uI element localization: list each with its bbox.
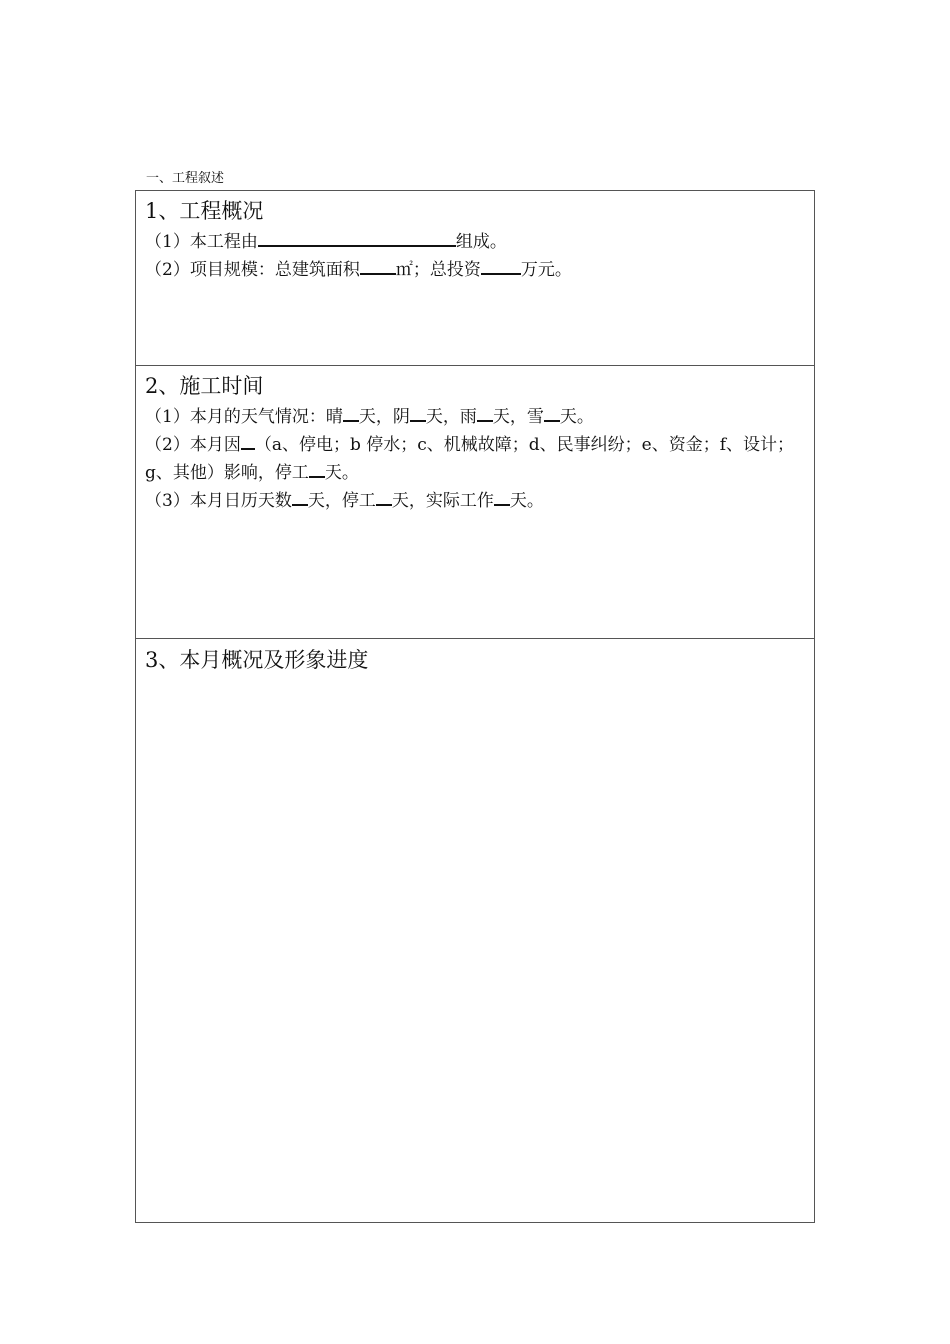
calendar-text-c: 天，实际工作	[391, 491, 494, 511]
scale-mid: ㎡；总投资	[395, 260, 481, 280]
composition-prefix: （1）本工程由	[145, 232, 258, 252]
composition-line	[145, 227, 806, 255]
project-overview-title: 1、工程概况	[145, 199, 264, 223]
stoppage-text-b: （a、停电；b 停水；c、机械故障；d、民事纠纷；e、资金；f、设计；g、其他）影响，停工	[145, 435, 795, 483]
weather-text-e: 天。	[559, 407, 594, 427]
sunny-days-blank[interactable]	[343, 402, 359, 422]
calendar-days-line	[145, 486, 806, 514]
construction-time-cell	[136, 365, 814, 638]
stoppage-days-blank[interactable]	[309, 458, 325, 478]
snowy-days-blank[interactable]	[544, 402, 560, 422]
working-days-blank[interactable]	[494, 486, 510, 506]
stoppage-reason-line	[145, 430, 806, 486]
weather-text-d: 天，雪	[492, 407, 544, 427]
cloudy-days-blank[interactable]	[410, 402, 426, 422]
idle-days-blank[interactable]	[376, 486, 392, 506]
section-heading: 一、工程叙述	[146, 171, 225, 186]
calendar-text-b: 天，停工	[307, 491, 376, 511]
scale-prefix: （2）项目规模：总建筑面积	[145, 260, 360, 280]
investment-blank[interactable]	[481, 255, 521, 275]
monthly-progress-cell	[136, 638, 814, 1222]
stoppage-reason-blank[interactable]	[241, 430, 255, 450]
weather-line	[145, 402, 806, 430]
project-scale-line	[145, 255, 806, 283]
stoppage-text-c: 天。	[324, 463, 359, 483]
rainy-days-blank[interactable]	[477, 402, 493, 422]
monthly-progress-title: 3、本月概况及形象进度	[145, 648, 369, 672]
composition-blank[interactable]	[258, 227, 456, 247]
weather-text-a: （1）本月的天气情况：晴	[145, 407, 343, 427]
calendar-text-a: （3）本月日历天数	[145, 491, 292, 511]
stoppage-text-a: （2）本月因	[145, 435, 241, 455]
scale-suffix: 万元。	[520, 260, 572, 280]
weather-text-c: 天，雨	[425, 407, 477, 427]
floor-area-blank[interactable]	[360, 255, 396, 275]
project-overview-form	[135, 190, 815, 1223]
calendar-text-d: 天。	[509, 491, 544, 511]
weather-text-b: 天，阴	[358, 407, 410, 427]
construction-time-title: 2、施工时间	[145, 374, 264, 398]
project-overview-cell	[136, 191, 814, 365]
calendar-days-blank[interactable]	[292, 486, 308, 506]
composition-suffix: 组成。	[455, 232, 507, 252]
